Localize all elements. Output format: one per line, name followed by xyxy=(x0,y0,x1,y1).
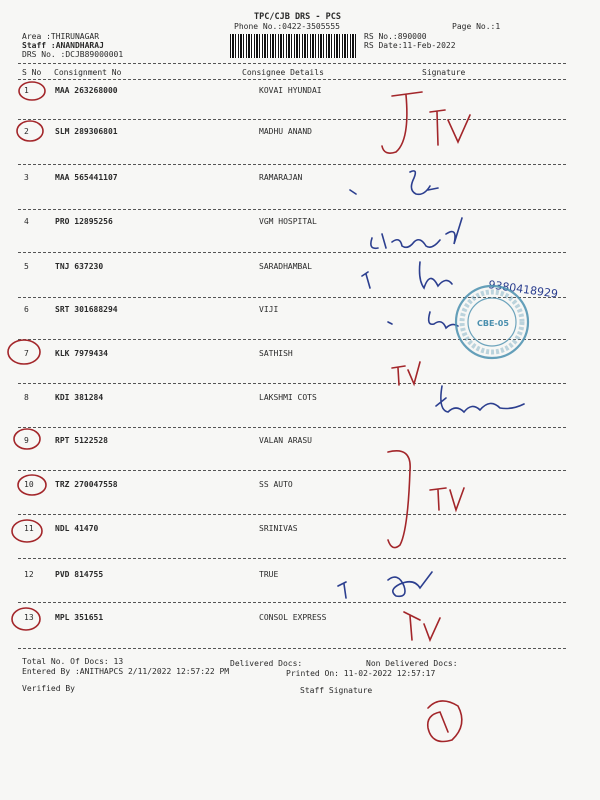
row-sno: 12 xyxy=(24,570,34,579)
row-consignee: CONSOL EXPRESS xyxy=(259,613,327,622)
rs-date: RS Date:11-Feb-2022 xyxy=(364,41,456,50)
row-sno: 10 xyxy=(24,480,34,489)
row-divider xyxy=(18,119,566,120)
signature-mark-icon xyxy=(388,312,458,328)
row-divider xyxy=(18,339,566,340)
row-sno: 2 xyxy=(24,127,29,136)
page-number: Page No.:1 xyxy=(452,22,501,31)
row-sno: 11 xyxy=(24,524,34,533)
row-consignment: SLM 289306801 xyxy=(55,127,118,136)
row-divider xyxy=(18,383,566,384)
row-consignment: MPL 351651 xyxy=(55,613,104,622)
row-consignee: SRINIVAS xyxy=(259,524,298,533)
signature-mark-icon xyxy=(362,262,452,288)
col-consignment: Consignment No xyxy=(54,68,122,77)
delivered-docs: Delivered Docs: xyxy=(230,659,303,668)
signature-mark-icon xyxy=(371,218,462,248)
row-consignment: MAA 565441107 xyxy=(55,173,118,182)
row-sno: 4 xyxy=(24,217,29,226)
signature-mark-icon xyxy=(436,386,524,412)
col-sno: S No xyxy=(22,68,42,77)
row-consignment: KLK 7979434 xyxy=(55,349,108,358)
row-divider xyxy=(18,427,566,428)
area-label: Area :THIRUNAGAR xyxy=(22,32,100,41)
barcode xyxy=(230,34,356,58)
row-consignment: TNJ 637230 xyxy=(55,262,104,271)
signature-mark-icon xyxy=(338,572,432,598)
row-consignee: VGM HOSPITAL xyxy=(259,217,317,226)
row-sno: 5 xyxy=(24,262,29,271)
row-consignee: MADHU ANAND xyxy=(259,127,312,136)
row-sno: 1 xyxy=(24,86,29,95)
row-circle-icon xyxy=(17,121,43,141)
row-consignee: RAMARAJAN xyxy=(259,173,303,182)
signature-mark-icon xyxy=(350,171,438,194)
row-divider xyxy=(18,297,566,298)
col-consignee: Consignee Details xyxy=(242,68,324,77)
row-consignment: RPT 5122528 xyxy=(55,436,108,445)
staff-label: Staff :ANANDHARAJ xyxy=(22,41,104,50)
staff-signature-label: Staff Signature xyxy=(300,686,373,695)
verified-by: Verified By xyxy=(22,684,75,693)
row-consignment: PRO 12895256 xyxy=(55,217,113,226)
row-divider xyxy=(18,514,566,515)
row-sno: 8 xyxy=(24,393,29,402)
row-consignee: VIJI xyxy=(259,305,279,314)
row-sno: 3 xyxy=(24,173,29,182)
stamp-text: CBE-05 xyxy=(477,319,509,328)
row-divider xyxy=(18,470,566,471)
row-consignment: MAA 263268000 xyxy=(55,86,118,95)
rs-number: RS No.:890000 xyxy=(364,32,427,41)
header-divider xyxy=(18,63,566,64)
table-bottom-divider xyxy=(18,648,566,649)
row-consignment: KDI 381284 xyxy=(55,393,104,402)
drs-number: DRS No. :DCJB89000001 xyxy=(22,50,124,59)
row-divider xyxy=(18,164,566,165)
row-divider xyxy=(18,252,566,253)
signature-mark-icon xyxy=(430,110,445,145)
column-divider xyxy=(18,79,566,80)
row-consignee: SARADHAMBAL xyxy=(259,262,312,271)
signature-mark-icon xyxy=(382,92,422,153)
row-consignee: LAKSHMI COTS xyxy=(259,393,317,402)
non-delivered-docs: Non Delivered Docs: xyxy=(366,659,458,668)
row-sno: 13 xyxy=(24,613,34,622)
row-sno: 9 xyxy=(24,436,29,445)
handwritten-phone: 9380418929 xyxy=(487,278,559,301)
row-divider xyxy=(18,209,566,210)
signature-mark-icon xyxy=(392,362,420,385)
row-consignee: TRUE xyxy=(259,570,279,579)
row-consignee: VALAN ARASU xyxy=(259,436,312,445)
total-docs: Total No. Of Docs: 13 xyxy=(22,657,124,666)
row-consignment: SRT 301688294 xyxy=(55,305,118,314)
phone-number: Phone No.:0422-3505555 xyxy=(234,22,340,31)
row-sno: 7 xyxy=(24,349,29,358)
row-divider xyxy=(18,602,566,603)
row-consignment: PVD 814755 xyxy=(55,570,104,579)
signature-mark-icon xyxy=(430,488,464,510)
row-divider xyxy=(18,558,566,559)
row-consignee: SATHISH xyxy=(259,349,293,358)
signature-mark-icon xyxy=(388,451,410,548)
row-consignment: TRZ 270047558 xyxy=(55,480,118,489)
row-sno: 6 xyxy=(24,305,29,314)
col-signature: Signature xyxy=(422,68,466,77)
printed-on: Printed On: 11-02-2022 12:57:17 xyxy=(286,669,436,678)
entered-by: Entered By :ANITHAPCS 2/11/2022 12:57:22 PM xyxy=(22,667,230,676)
row-circle-icon xyxy=(19,82,45,100)
row-consignee: KOVAI HYUNDAI xyxy=(259,86,322,95)
row-consignee: SS AUTO xyxy=(259,480,293,489)
signature-mark-icon xyxy=(428,701,462,742)
document-title: TPC/CJB DRS - PCS xyxy=(254,12,341,22)
signature-mark-icon xyxy=(404,612,440,640)
row-consignment: NDL 41470 xyxy=(55,524,99,533)
